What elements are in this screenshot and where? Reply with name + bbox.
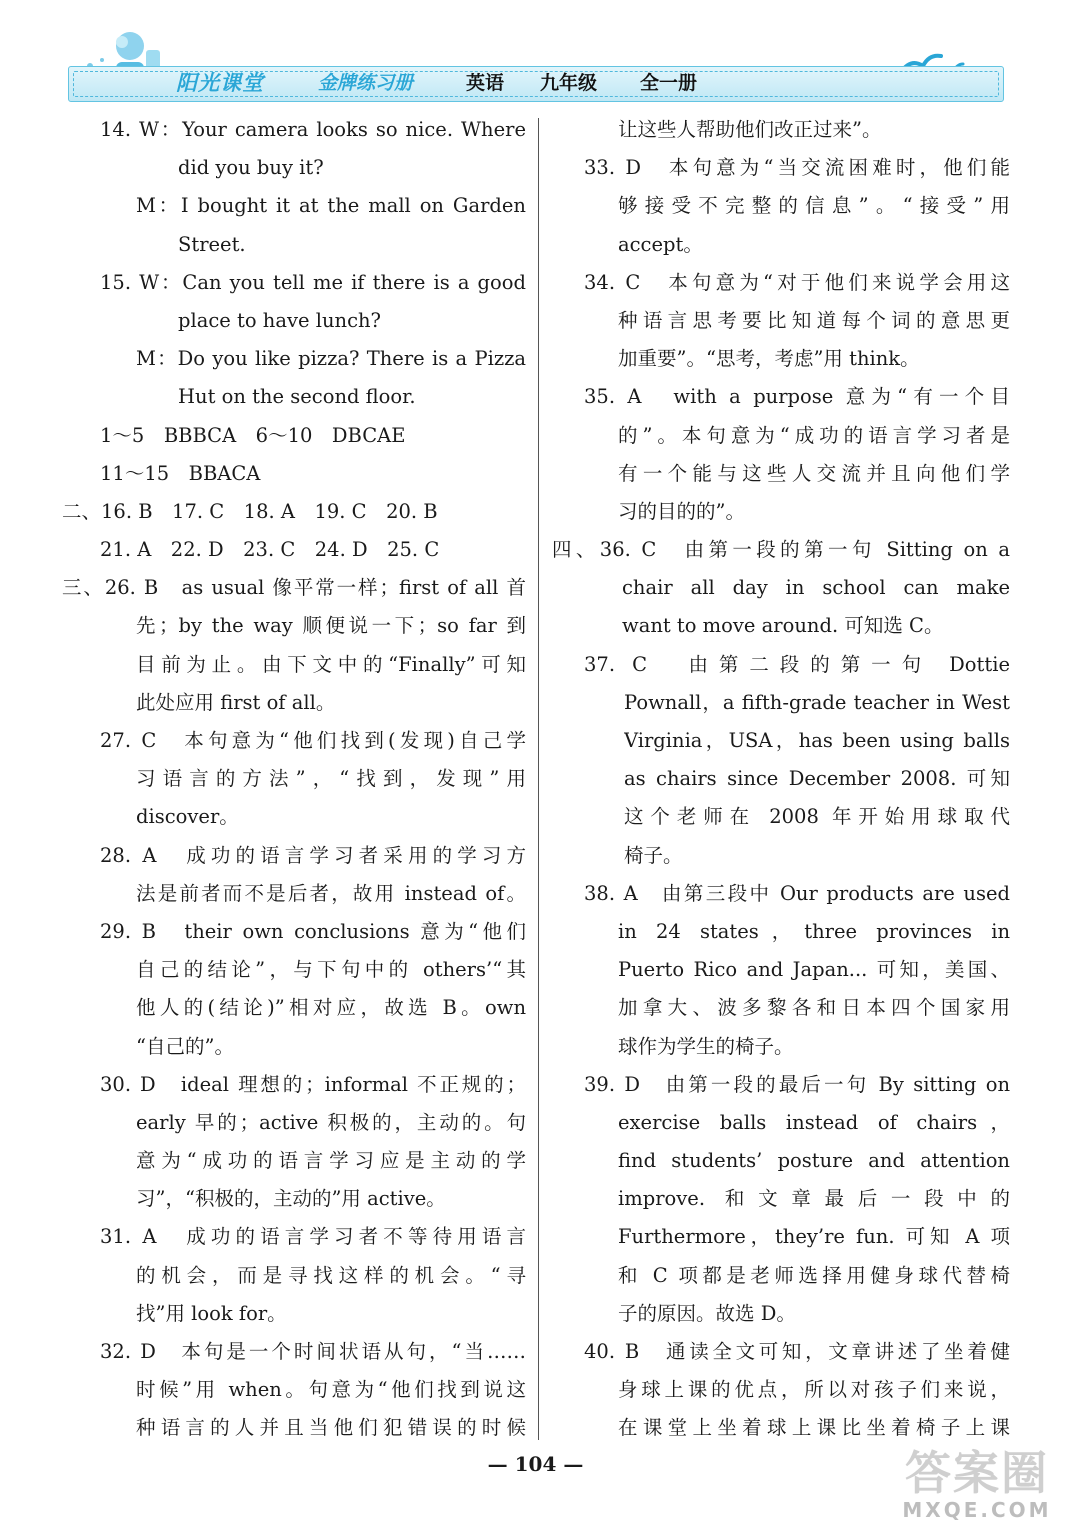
answer-line: 法是前者而不是后者，故用 instead of。: [136, 881, 526, 905]
answer-line: 习”，“积极的，主动的”用 active。: [136, 1187, 446, 1211]
answer-line: 27. C 本句意为“他们找到(发现)自己学: [100, 729, 526, 752]
answer-line: discover。: [136, 805, 239, 829]
answer-line: Hut on the second floor.: [178, 385, 416, 409]
answer-line: 11～15 BBACA: [100, 461, 261, 485]
answer-line: Puerto Rico and Japan... 可知，美国、: [618, 958, 1010, 982]
answer-line: Virginia，USA，has been using balls: [624, 729, 1010, 752]
answer-line: want to move around. 可知选 C。: [622, 614, 944, 638]
answer-line: 三、26. B as usual 像平常一样；first of all 首: [62, 576, 526, 600]
answer-line: 他人的(结论)”相对应，故选 B。own: [136, 996, 526, 1020]
answer-line: exercise balls instead of chairs，: [618, 1110, 1010, 1134]
answer-line: M：Do you like pizza? There is a Pizza: [136, 347, 526, 371]
answer-line: 21. A 22. D 23. C 24. D 25. C: [100, 538, 440, 562]
answer-line: “自己的”。: [136, 1034, 234, 1058]
answer-line: 找”用 look for。: [136, 1301, 287, 1325]
answer-line: 30. D ideal 理想的；informal 不正规的；: [100, 1072, 526, 1096]
answer-line: improve. 和文章最后一段中的: [618, 1187, 1010, 1211]
answer-line: 和 C 项都是老师选择用健身球代替椅: [618, 1263, 1010, 1287]
page-header: [0, 0, 1071, 110]
answer-line: 的”。本句意为“成功的语言学习者是: [618, 423, 1010, 447]
answer-line: Pownall，a fifth-grade teacher in West: [624, 690, 1010, 714]
answer-line: 29. B their own conclusions 意为“他们: [100, 919, 526, 943]
answer-line: 椅子。: [624, 843, 683, 867]
answer-line: 35. A with a purpose 意为“有一个目: [584, 385, 1010, 409]
answer-line: in 24 states，three provinces in: [618, 919, 1010, 943]
column-divider: [538, 118, 539, 1440]
answer-line: 28. A 成功的语言学习者采用的学习方: [100, 843, 526, 867]
answer-line: 让这些人帮助他们改正过来”。: [618, 118, 882, 141]
subject-label: 英语: [466, 72, 505, 94]
answer-line: 37. C 由第二段的第一句 Dottie: [584, 652, 1010, 676]
answer-line: 38. A 由第三段中 Our products are used: [584, 881, 1010, 905]
watermark-line2: MXQE.COM: [902, 1498, 1052, 1522]
answer-line: as chairs since December 2008. 可知: [624, 767, 1010, 791]
answer-line: 自己的结论”，与下句中的 others’“其: [136, 958, 526, 982]
answer-line: 加拿大、波多黎各和日本四个国家用: [618, 996, 1010, 1020]
answer-line: 球作为学生的椅子。: [618, 1034, 794, 1058]
answer-line: did you buy it?: [178, 156, 324, 180]
answer-line: 种语言的人并且当他们犯错误的时候: [136, 1416, 526, 1440]
right-column: [552, 111, 1010, 1448]
answer-line: 33. D 本句意为“当交流困难时，他们能: [584, 156, 1010, 180]
left-column: [62, 111, 526, 1448]
answer-line: 在课堂上坐着球上课比坐着椅子上课: [618, 1416, 1010, 1440]
answer-line: 先；by the way 顺便说一下；so far 到: [136, 614, 526, 638]
answer-line: 时候”用 when。句意为“他们找到说这: [136, 1378, 526, 1402]
answer-line: 14. W：Your camera looks so nice. Where: [100, 118, 526, 141]
answer-line: find students’ posture and attention: [618, 1149, 1010, 1173]
answer-line: 种语言思考要比知道每个词的意思更: [618, 308, 1010, 332]
answer-line: chair all day in school can make: [622, 576, 1010, 600]
volume-label: 全一册: [640, 72, 698, 94]
answer-line: 子的原因。故选 D。: [618, 1301, 796, 1325]
answer-line: 15. W：Can you tell me if there is a good: [100, 270, 526, 294]
answer-line: 二、16. B 17. C 18. A 19. C 20. B: [62, 499, 438, 523]
answer-line: 身球上课的优点，所以对孩子们来说，: [618, 1378, 1010, 1402]
page-number: — 104 —: [487, 1452, 584, 1476]
answer-line: 意为“成功的语言学习应是主动的学: [136, 1149, 526, 1173]
answer-line: Furthermore，they’re fun. 可知 A 项: [618, 1225, 1010, 1249]
answer-line: place to have lunch?: [178, 308, 382, 332]
answer-line: 目前为止。由下文中的“Finally”可知: [136, 652, 526, 676]
answer-line: 这个老师在 2008 年开始用球取代: [624, 805, 1010, 829]
answer-line: 34. C 本句意为“对于他们来说学会用这: [584, 270, 1010, 294]
answer-line: 有一个能与这些人交流并且向他们学: [618, 461, 1010, 485]
series-title: 金牌练习册: [318, 72, 414, 94]
brand-title: 阳光课堂: [176, 71, 264, 95]
answer-line: 此处应用 first of all。: [136, 690, 336, 714]
answer-line: 31. A 成功的语言学习者不等待用语言: [100, 1225, 526, 1249]
answer-line: 32. D 本句是一个时间状语从句，“当……: [100, 1340, 526, 1363]
watermark-logo: [892, 1448, 1062, 1530]
watermark-line1: 答案圈: [905, 1446, 1049, 1500]
answer-line: 够接受不完整的信息”。“接受”用: [618, 194, 1010, 218]
answer-line: early 早的；active 积极的，主动的。句: [136, 1110, 526, 1134]
answer-line: 习的目的的”。: [618, 499, 745, 523]
answer-line: 1～5 BBBCA 6～10 DBCAE: [100, 423, 406, 447]
answer-line: M：I bought it at the mall on Garden: [136, 194, 526, 218]
answer-line: 39. D 由第一段的最后一句 By sitting on: [584, 1072, 1010, 1096]
answer-line: 习语言的方法”，“找到，发现”用: [136, 767, 526, 791]
answer-line: 40. B 通读全文可知，文章讲述了坐着健: [584, 1340, 1010, 1363]
answer-line: 加重要”。“思考，考虑”用 think。: [618, 347, 920, 371]
grade-label: 九年级: [540, 72, 598, 94]
answer-line: Street.: [178, 232, 246, 256]
answer-line: 四、36. C 由第一段的第一句 Sitting on a: [552, 538, 1010, 562]
answer-line: 的机会，而是寻找这样的机会。“寻: [136, 1263, 526, 1287]
answer-line: accept。: [618, 232, 703, 256]
